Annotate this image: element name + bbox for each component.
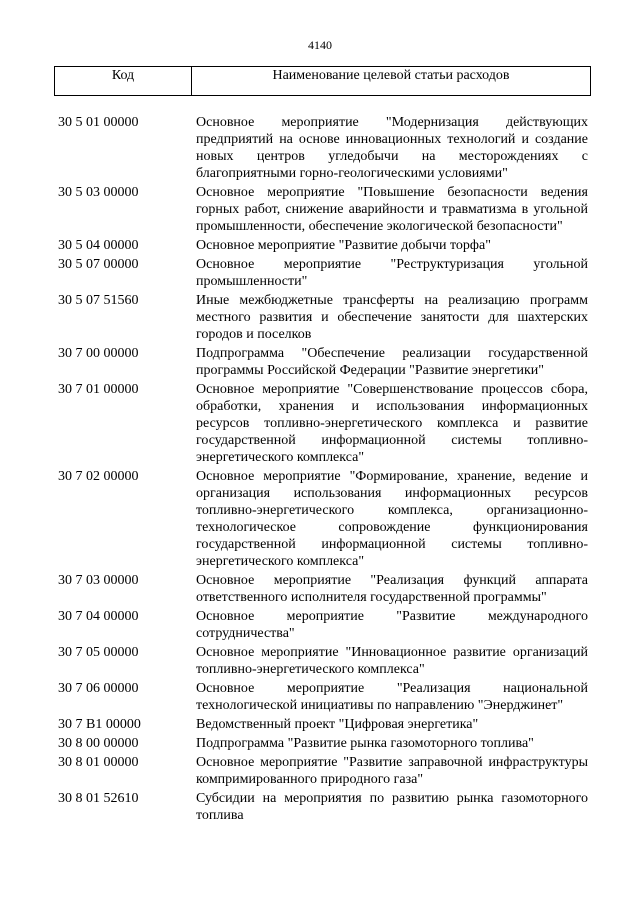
table-row [58,381,588,466]
table-row [58,184,588,235]
row-name: Основное мероприятие "Совершенствование процессов сбора, обработки, хранения и использования информационных ресурсов топливно-энергетического комплекса и развитие государственной информационной системы топливно-энергетического комплекса" [196,382,588,465]
table-row [58,114,588,182]
row-code: 30 8 01 52610 [58,791,139,806]
row-code: 30 5 03 00000 [58,185,139,200]
row-code: 30 7 В1 00000 [58,717,141,732]
table-row [58,256,588,290]
table-row [58,735,588,752]
table-row [58,754,588,788]
header-code: Код [55,67,192,95]
table-row [58,345,588,379]
table-row [58,608,588,642]
row-code: 30 8 00 00000 [58,736,139,751]
table-body [58,114,588,826]
table-row [58,790,588,824]
row-name: Основное мероприятие "Реализация функций аппарата ответственного исполнителя государственной программы" [196,573,588,605]
row-code: 30 7 01 00000 [58,382,139,397]
row-name: Основное мероприятие "Формирование, хранение, ведение и организация использования информационных ресурсов топливно-энергетического комплекса, организационно-технологическое сопровождение функционирования государственной информационной системы топливно-энергетического комплекса" [196,469,588,569]
row-name: Иные межбюджетные трансферты на реализацию программ местного развития и обеспечение занятости для шахтерских городов и поселков [196,293,588,342]
table-row [58,237,588,254]
row-name: Основное мероприятие "Развитие международного сотрудничества" [196,609,588,641]
row-code: 30 7 00 00000 [58,346,139,361]
row-name: Основное мероприятие "Инновационное развитие организаций топливно-энергетического комплекса" [196,645,588,677]
header-name: Наименование целевой статьи расходов [272,68,510,83]
row-code: 30 8 01 00000 [58,755,139,770]
row-code: 30 5 07 51560 [58,293,139,308]
row-code: 30 7 02 00000 [58,469,139,484]
row-name: Основное мероприятие "Реструктуризация угольной промышленности" [196,257,588,289]
table-header [54,66,591,96]
row-code: 30 5 01 00000 [58,115,139,130]
row-name: Подпрограмма "Обеспечение реализации государственной программы Российской Федерации "Развитие энергетики" [196,346,588,378]
row-code: 30 7 04 00000 [58,609,139,624]
row-code: 30 7 05 00000 [58,645,139,660]
row-name: Основное мероприятие "Развитие добычи торфа" [196,238,491,253]
table-row [58,644,588,678]
row-code: 30 5 07 00000 [58,257,139,272]
row-code: 30 7 06 00000 [58,681,139,696]
row-name: Субсидии на мероприятия по развитию рынка газомоторного топлива [196,791,588,823]
row-name: Ведомственный проект "Цифровая энергетика" [196,717,479,732]
table-row [58,468,588,570]
row-name: Основное мероприятие "Развитие заправочной инфраструктуры компримированного природного газа" [196,755,588,787]
page-number: 4140 [308,38,332,52]
row-name: Подпрограмма "Развитие рынка газомоторного топлива" [196,736,534,751]
row-name: Основное мероприятие "Повышение безопасности ведения горных работ, снижение аварийности и травматизма в угольной промышленности, обеспечение экологической безопасности" [196,185,588,234]
table-row [58,292,588,343]
row-name: Основное мероприятие "Модернизация действующих предприятий на основе инновационных технологий и создание новых центров угледобычи на месторождениях с благоприятными горно-геологическими условиями" [196,115,588,181]
table-row [58,716,588,733]
row-code: 30 7 03 00000 [58,573,139,588]
table-row [58,572,588,606]
row-code: 30 5 04 00000 [58,238,139,253]
table-row [58,680,588,714]
row-name: Основное мероприятие "Реализация национальной технологической инициативы по направлению "Энерджинет" [196,681,588,713]
